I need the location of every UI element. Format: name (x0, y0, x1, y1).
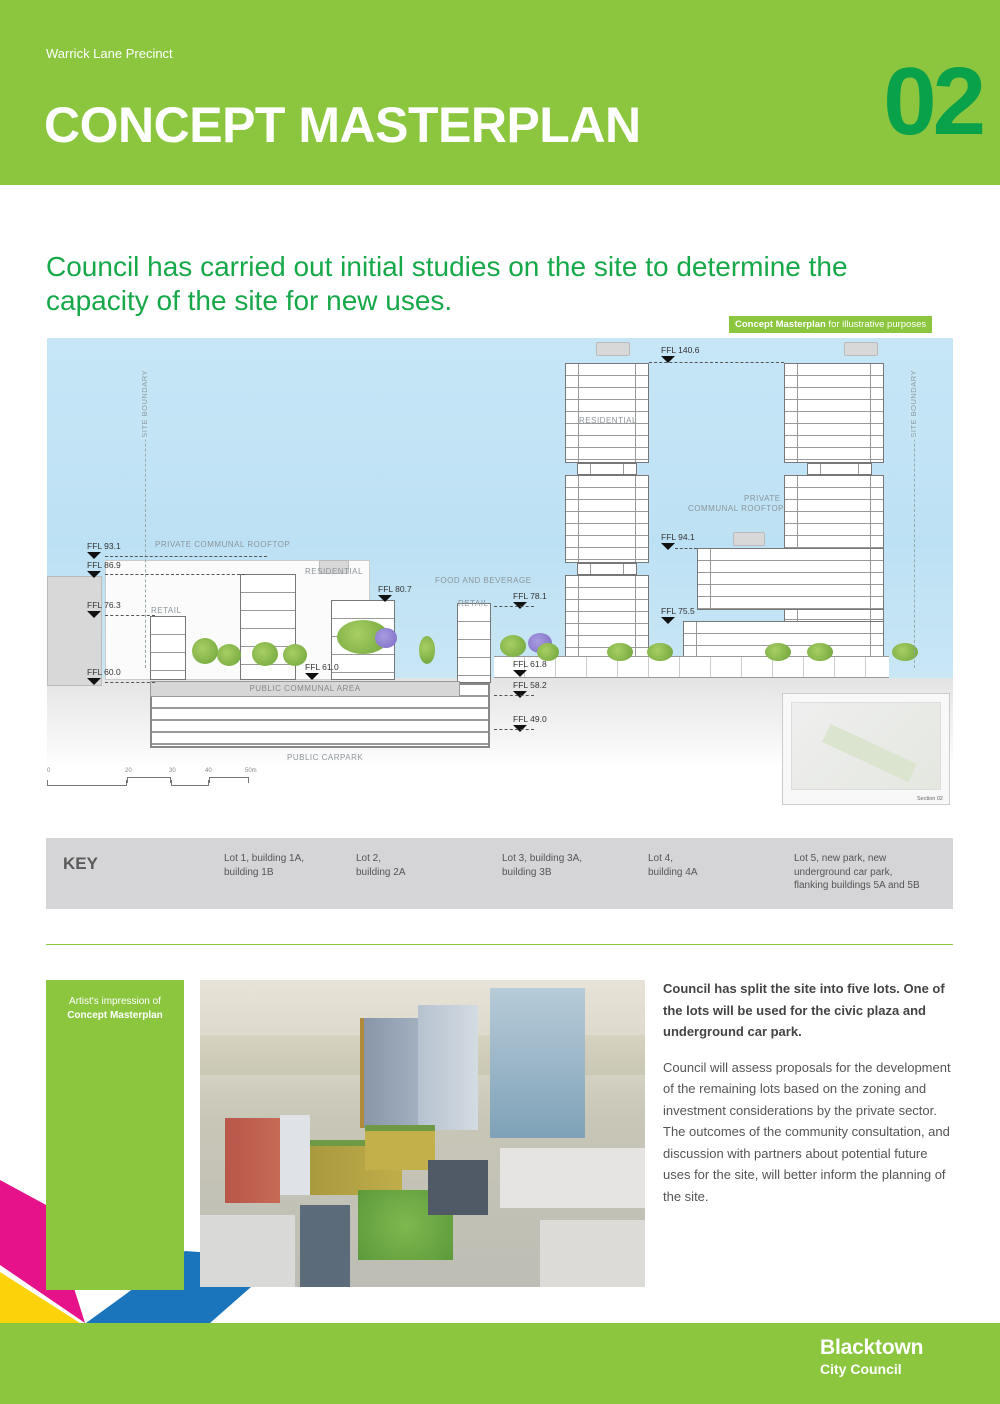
site-outline (822, 724, 917, 782)
key-item-line: building 2A (356, 866, 406, 878)
level-line (494, 729, 534, 730)
precinct-label: Warrick Lane Precinct (46, 46, 173, 61)
tree-icon (807, 643, 833, 661)
level-triangle-icon (513, 670, 527, 677)
illustrative-tag (729, 316, 932, 333)
tower-3a-gap2 (577, 563, 637, 575)
artist-impression-image (200, 980, 645, 1287)
ffl-marker (305, 662, 339, 680)
public-communal-area-label: PUBLIC COMMUNAL AREA (150, 681, 460, 697)
tree-icon (765, 643, 791, 661)
intro-text: Council has carried out initial studies on the site to determine the capacity of the site for new uses. (46, 251, 848, 316)
locator-map-image (791, 702, 941, 790)
council-logo-line2: City Council (820, 1361, 902, 1377)
label-retail-left: RETAIL (151, 606, 182, 615)
podium-render (365, 1125, 435, 1170)
header-banner (0, 0, 1000, 185)
label-private-communal-rooftop-left: PRIVATE COMMUNAL ROOFTOP (155, 540, 291, 549)
level-line (649, 362, 784, 363)
ffl-label: FFL 93.1 (87, 541, 121, 551)
rooftop-plant-4a (733, 532, 765, 546)
divider (46, 944, 953, 945)
building-4a-podium (697, 548, 884, 610)
key-item-line: Lot 5, new park, new (794, 853, 887, 864)
tower-3b-gap (807, 463, 872, 475)
ffl-marker (661, 606, 695, 624)
key-item-lot-1 (224, 852, 304, 879)
level-triangle-icon (87, 571, 101, 578)
council-logo-line1: Blacktown (820, 1336, 924, 1359)
retail-pavilion-render (428, 1160, 488, 1215)
level-line (494, 695, 534, 696)
tree-icon (419, 636, 435, 664)
ffl-label: FFL 61.8 (513, 659, 547, 669)
ffl-marker (661, 345, 699, 363)
scale-tick: 0 (47, 768, 51, 774)
body-paragraph: Council will assess proposals for the development of the remaining lots based on the zoning and investment considerations by the private sector. The outcomes of the community consultation, and discussion with partners about potential future uses for the site, will better inform the planning of the site. (663, 1059, 951, 1204)
page-title: CONCEPT MASTERPLAN (44, 97, 641, 153)
key-item-line: building 3B (502, 866, 552, 878)
scale-segment (209, 777, 249, 783)
body-text (663, 978, 958, 1207)
retail-building-mid (457, 603, 491, 683)
ffl-label: FFL 75.5 (661, 606, 695, 616)
red-building-render (225, 1118, 280, 1203)
ffl-marker (378, 584, 412, 602)
scale-tick: 40 (205, 768, 212, 774)
tree-icon (607, 643, 633, 661)
rooftop-plant-3b (844, 342, 878, 356)
tower-3a-base (565, 575, 649, 657)
ffl-label: FFL 80.7 (378, 584, 412, 594)
level-line (105, 574, 245, 575)
ffl-label: FFL 78.1 (513, 591, 547, 601)
artist-impression-line2: Concept Masterplan (67, 1010, 163, 1021)
tower-render-b (418, 1005, 478, 1130)
scale-segment (171, 780, 209, 786)
level-triangle-icon (305, 673, 319, 680)
key-item-lot-5 (794, 852, 920, 893)
level-triangle-icon (661, 543, 675, 550)
tower-3a-top (565, 363, 649, 463)
tower-render-a (360, 1018, 420, 1128)
level-line (105, 682, 155, 683)
key-item-line: Lot 2, (356, 853, 382, 864)
retail-building-left (150, 616, 186, 680)
long-roof-building-render (300, 1205, 350, 1287)
ffl-label: FFL 140.6 (661, 345, 700, 355)
ffl-label: FFL 58.2 (513, 680, 547, 690)
ffl-label: FFL 61.0 (305, 662, 339, 672)
ffl-label: FFL 94.1 (661, 532, 695, 542)
ffl-label: FFL 76.3 (87, 600, 121, 610)
site-boundary-label-left: SITE BOUNDARY (140, 370, 149, 438)
white-massing-render (500, 1148, 645, 1208)
key-item-line: building 1B (224, 866, 274, 878)
scale-bar (47, 768, 267, 790)
level-line (494, 606, 534, 607)
key-item-lot-3 (502, 852, 582, 879)
white-building-render (280, 1115, 310, 1195)
key-item-line: building 4A (648, 866, 698, 878)
level-triangle-icon (87, 552, 101, 559)
lead-paragraph: Council has split the site into five lots. One of the lots will be used for the civic plaza and underground car park. (663, 981, 945, 1039)
key-item-line: Lot 4, (648, 853, 674, 864)
label-communal-rooftop-right: COMMUNAL ROOFTOP (688, 504, 785, 513)
key-item-line: Lot 3, building 3A, (502, 853, 583, 864)
tree-icon (192, 638, 218, 664)
rooftop-plant-3a (596, 342, 630, 356)
tower-3b-top (784, 363, 884, 463)
key-item-lot-4 (648, 852, 697, 879)
scale-tick: 50m (245, 768, 257, 774)
scale-segment (47, 780, 127, 786)
locator-caption: Section 02 (917, 796, 943, 802)
artist-impression-tag (46, 980, 184, 1290)
level-line (105, 615, 155, 616)
jacaranda-tree-icon (375, 628, 397, 648)
tree-icon (500, 635, 526, 657)
level-triangle-icon (378, 595, 392, 602)
artist-impression-line1: Artist's impression of (69, 996, 161, 1007)
tower-3a-gap1 (577, 463, 637, 475)
section-drawing (47, 338, 953, 808)
illustrative-tag-rest: for illustrative purposes (825, 319, 927, 330)
ffl-marker (87, 560, 121, 578)
tower-3a-mid (565, 475, 649, 563)
illustrative-tag-bold: Concept Masterplan (735, 319, 826, 330)
level-triangle-icon (87, 678, 101, 685)
level-triangle-icon (87, 611, 101, 618)
tree-icon (283, 644, 307, 666)
section-number: 02 (883, 48, 982, 155)
ffl-label: FFL 49.0 (513, 714, 547, 724)
scale-segment (127, 777, 171, 783)
tree-icon (647, 643, 673, 661)
tree-icon (217, 644, 241, 666)
key-item-line: Lot 1, building 1A, (224, 853, 305, 864)
label-retail-mid: RETAIL (458, 599, 489, 608)
tree-icon (252, 642, 278, 666)
public-carpark-label: PUBLIC CARPARK (287, 753, 364, 762)
level-triangle-icon (661, 617, 675, 624)
ffl-label: FFL 86.9 (87, 560, 121, 570)
ffl-marker (513, 659, 547, 677)
label-food-and-beverage: FOOD AND BEVERAGE (435, 576, 532, 585)
key-item-lot-2 (356, 852, 405, 879)
level-line (105, 556, 267, 557)
white-massing-render-3 (200, 1215, 295, 1287)
key-title: KEY (63, 854, 98, 873)
ffl-label: FFL 60.0 (87, 667, 121, 677)
level-line (675, 548, 697, 549)
label-residential-left: RESIDENTIAL (305, 567, 363, 576)
key-item-line: flanking buildings 5A and 5B (794, 880, 920, 891)
label-residential-right: RESIDENTIAL (579, 416, 637, 425)
scale-tick: 30 (169, 768, 176, 774)
locator-map (782, 693, 950, 805)
glass-tower-render (490, 988, 585, 1138)
white-massing-render-2 (540, 1220, 645, 1287)
scale-tick: 20 (125, 768, 132, 774)
site-boundary-label-right: SITE BOUNDARY (909, 370, 918, 438)
key-item-line: underground car park, (794, 866, 893, 878)
label-private-right: PRIVATE (744, 494, 781, 503)
key-panel (46, 838, 953, 909)
